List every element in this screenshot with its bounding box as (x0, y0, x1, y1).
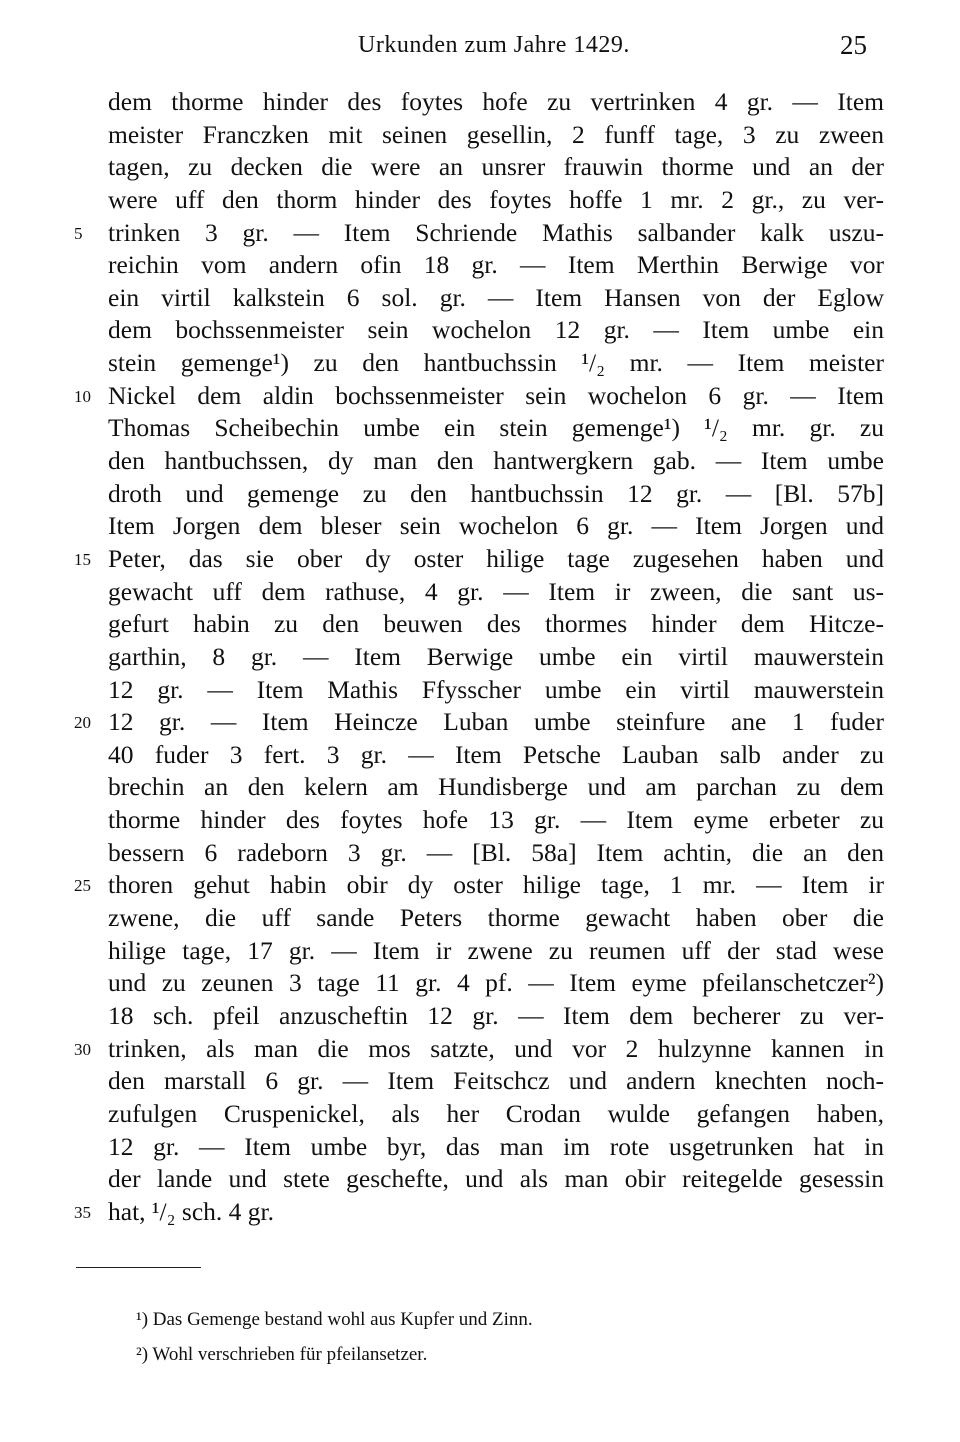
line-text: meister Franczken mit seinen gesellin, 2 funff tage, 3 zu zween (108, 119, 884, 149)
line-number: 10 (74, 386, 91, 406)
text-line (0, 739, 960, 772)
text-line (0, 1131, 960, 1164)
text-line (0, 510, 960, 543)
footnotes (0, 1308, 960, 1378)
text-line (0, 1065, 960, 1098)
line-text: tagen, zu decken die were an unsrer frauwin thorme und an der (108, 152, 884, 182)
footnote-divider (76, 1267, 201, 1268)
page-number: 25 (840, 30, 867, 60)
text-line (0, 1033, 960, 1066)
footnote (0, 1308, 960, 1343)
line-text: den hantbuchssen, dy man den hantwergkern gab. — Item umbe (108, 446, 884, 476)
line-text: thorme hinder des foytes hofe 13 gr. — Item eyme erbeter zu (108, 805, 884, 835)
line-text: Peter, das sie ober dy oster hilige tage zugesehen haben und (108, 543, 884, 573)
line-number: 5 (74, 223, 83, 243)
text-line (0, 967, 960, 1000)
text-line (0, 608, 960, 641)
text-line (0, 249, 960, 282)
line-text: garthin, 8 gr. — Item Berwige umbe ein virtil mauwerstein (108, 641, 884, 671)
text-line (0, 1098, 960, 1131)
text-line (0, 869, 960, 902)
text-line (0, 217, 960, 250)
line-number: 15 (74, 549, 91, 569)
line-text: droth und gemenge zu den hantbuchssin 12 gr. — [Bl. 57b] (108, 478, 884, 508)
text-line (0, 478, 960, 511)
line-text: 12 gr. — Item Mathis Ffysscher umbe ein virtil mauwerstein (108, 674, 884, 704)
text-line (0, 184, 960, 217)
text-line (0, 151, 960, 184)
line-text: 12 gr. — Item umbe byr, das man im rote usgetrunken hat in (108, 1131, 884, 1161)
line-text: der lande und stete geschefte, und als man obir reitegelde gesessin (108, 1164, 884, 1194)
text-line (0, 674, 960, 707)
text-line (0, 543, 960, 576)
line-number: 30 (74, 1039, 91, 1059)
line-text: dem thorme hinder des foytes hofe zu vertrinken 4 gr. — Item (108, 87, 884, 116)
line-text: trinken, als man die mos satzte, und vor 2 hulzynne kannen in (108, 1033, 884, 1063)
line-text: hat, ¹/₂ sch. 4 gr. (108, 1196, 274, 1226)
line-text: zwene, die uff sande Peters thorme gewacht haben ober die (108, 903, 884, 933)
line-text: bessern 6 radeborn 3 gr. — [Bl. 58a] Item achtin, die an den (108, 837, 884, 867)
line-text: were uff den thorm hinder des foytes hoffe 1 mr. 2 gr., zu ver- (108, 184, 884, 214)
line-number: 35 (74, 1202, 91, 1222)
text-line (0, 902, 960, 935)
text-line (0, 380, 960, 413)
text-line (0, 347, 960, 380)
text-line (0, 314, 960, 347)
line-text: 12 gr. — Item Heincze Luban umbe steinfure ane 1 fuder (108, 707, 884, 737)
text-line (0, 412, 960, 445)
line-number: 20 (74, 713, 91, 733)
text-line (0, 641, 960, 674)
line-text: hilige tage, 17 gr. — Item ir zwene zu reumen uff der stad wese (108, 935, 884, 965)
line-text: 40 fuder 3 fert. 3 gr. — Item Petsche Lauban salb ander zu (108, 739, 884, 769)
line-text: reichin vom andern ofin 18 gr. — Item Merthin Berwige vor (108, 250, 884, 280)
line-text: gewacht uff dem rathuse, 4 gr. — Item ir zween, die sant us- (108, 576, 884, 606)
line-number: 25 (74, 876, 91, 896)
line-text: Item Jorgen dem bleser sein wochelon 6 gr. — Item Jorgen und (108, 511, 884, 541)
text-line (0, 935, 960, 968)
line-text: gefurt habin zu den beuwen des thormes hinder dem Hitcze- (108, 609, 884, 639)
text-line (0, 771, 960, 804)
footnote-text: ¹) Das Gemenge bestand wohl aus Kupfer und Zinn. (136, 1309, 533, 1330)
line-text: 18 sch. pfeil anzuscheftin 12 gr. — Item dem becherer zu ver- (108, 1000, 884, 1030)
line-text: trinken 3 gr. — Item Schriende Mathis salbander kalk uszu- (108, 217, 884, 247)
page-header (0, 28, 960, 68)
running-title: Urkunden zum Jahre 1429. (358, 32, 630, 58)
line-text: zufulgen Cruspenickel, als her Crodan wulde gefangen haben, (108, 1098, 884, 1128)
line-text: und zu zeunen 3 tage 11 gr. 4 pf. — Item eyme pfeilanschetczer²) (108, 968, 884, 998)
line-text: den marstall 6 gr. — Item Feitschcz und andern knechten noch- (108, 1066, 884, 1096)
footnote-text: ²) Wohl verschrieben für pfeilansetzer. (136, 1344, 428, 1365)
text-line (0, 706, 960, 739)
main-text (0, 86, 960, 1228)
line-text: Nickel dem aldin bochssenmeister sein wochelon 6 gr. — Item (108, 380, 884, 410)
text-line (0, 445, 960, 478)
footnote (0, 1343, 960, 1378)
text-line (0, 1000, 960, 1033)
line-text: stein gemenge¹) zu den hantbuchssin ¹/₂ mr. — Item meister (108, 348, 884, 378)
text-line (0, 804, 960, 837)
line-text: ein virtil kalkstein 6 sol. gr. — Item Hansen von der Eglow (108, 282, 884, 312)
text-line (0, 282, 960, 315)
text-line (0, 1163, 960, 1196)
text-line (0, 576, 960, 609)
line-text: dem bochssenmeister sein wochelon 12 gr. — Item umbe ein (108, 315, 884, 345)
line-text: Thomas Scheibechin umbe ein stein gemenge¹) ¹/₂ mr. gr. zu (108, 413, 884, 443)
text-line (0, 837, 960, 870)
line-text: thoren gehut habin obir dy oster hilige tage, 1 mr. — Item ir (108, 870, 884, 900)
text-line (0, 119, 960, 152)
text-line (0, 86, 960, 119)
line-text: brechin an den kelern am Hundisberge und am parchan zu dem (108, 772, 884, 802)
text-line (0, 1196, 960, 1229)
